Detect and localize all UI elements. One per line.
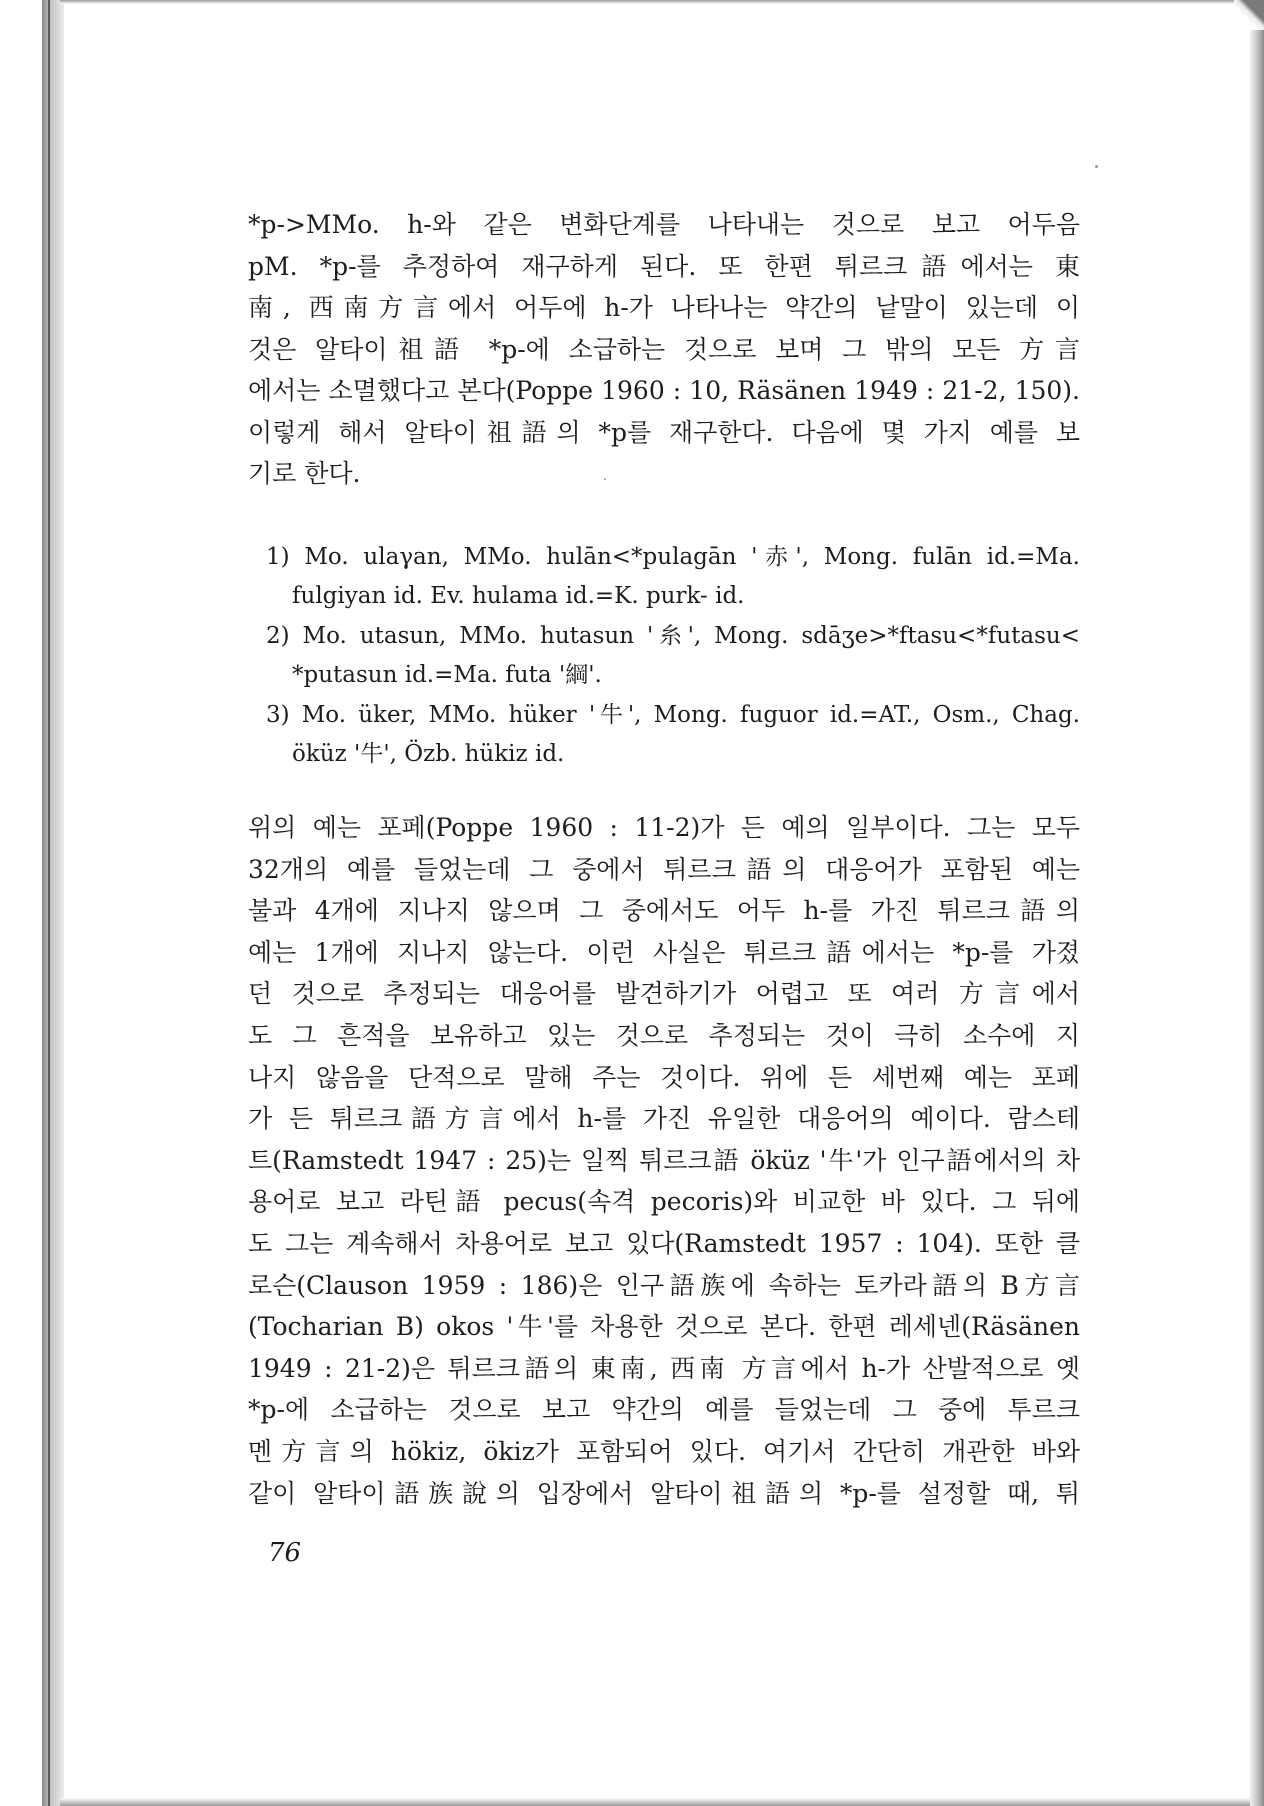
- page-edge-left: [42, 0, 64, 1806]
- text-line: 트(Ramstedt 1947 : 25)는 일찍 튀르크語 öküz '牛'가 인구語에서의 차: [248, 1145, 1080, 1175]
- text-line: 것은 알타이祖語 *p-에 소급하는 것으로 보며 그 밖의 모든 方言: [248, 334, 1080, 364]
- text-line: 1949 : 21-2)은 튀르크語의 東南, 西南 方言에서 h-가 산발적으로 옛: [248, 1353, 1080, 1383]
- text-line: 32개의 예를 들었는데 그 중에서 튀르크語의 대응어가 포함된 예는: [248, 854, 1080, 884]
- text-line: 예는 1개에 지나지 않는다. 이런 사실은 튀르크語에서는 *p-를 가졌: [248, 937, 1080, 967]
- text-line: (Tocharian B) okos '牛'를 차용한 것으로 본다. 한편 레세넨(Räsänen: [248, 1312, 1080, 1342]
- page-edge-bottom: [60, 1798, 1250, 1806]
- text-line: 용어로 보고 라틴語 pecus(속격 pecoris)와 비교한 바 있다. 그 뒤에: [248, 1187, 1080, 1217]
- text-line: 이렇게 해서 알타이祖語의 *p를 재구한다. 다음에 몇 가지 예를 보: [248, 417, 1080, 447]
- text-line: 에서는 소멸했다고 본다(Poppe 1960 : 10, Räsänen 1949 : 21-2, 150).: [248, 376, 1080, 405]
- text-line: 도 그는 계속해서 차용어로 보고 있다(Ramstedt 1957 : 104). 또한 클: [248, 1228, 1080, 1258]
- example-list: [266, 538, 1080, 773]
- example-item-2: 2) Mo. utasun, MMo. hutasun '糸', Mong. sdāʒe>*ftasu<*futasu<: [266, 623, 1080, 649]
- text-line: 나지 않음을 단적으로 말해 주는 것이다. 위에 든 세번째 예는 포페: [248, 1062, 1080, 1092]
- example-item-3-continued: öküz '牛', Özb. hükiz id.: [292, 740, 565, 767]
- text-line: 같이 알타이語族說의 입장에서 알타이祖語의 *p-를 설정할 때, 튀: [248, 1478, 1080, 1508]
- text-line: pM. *p-를 추정하여 재구하게 된다. 또 한편 튀르크語에서는 東: [248, 251, 1080, 281]
- text-line: 가 든 튀르크語方言에서 h-를 가진 유일한 대응어의 예이다. 람스테: [248, 1104, 1080, 1134]
- page-number: 76: [268, 1538, 302, 1568]
- example-item-1-continued: fulgiyan id. Ev. hulama id.=K. purk- id.: [292, 582, 745, 609]
- text-line: 위의 예는 포페(Poppe 1960 : 11-2)가 든 예의 일부이다. 그는 모두: [248, 813, 1080, 842]
- example-item-3: 3) Mo. üker, MMo. hüker '牛', Mong. fuguor id.=AT., Osm., Chag.: [266, 702, 1080, 728]
- page-edge-top: [60, 0, 1250, 4]
- text-line: 멘方言의 hökiz, ökiz가 포함되어 있다. 여기서 간단히 개관한 바와: [248, 1436, 1080, 1466]
- text-line: 도 그 흔적을 보유하고 있는 것으로 추정되는 것이 극히 소수에 지: [248, 1020, 1080, 1050]
- example-item-2-continued: *putasun id.=Ma. futa '綱'.: [292, 661, 602, 688]
- page-edge-right: [1250, 0, 1264, 1806]
- page-corner-fold: [1234, 0, 1264, 30]
- paragraph-discussion: [248, 807, 1080, 1514]
- text-line: *p-에 소급하는 것으로 보고 약간의 예를 들었는데 그 중에 투르크: [248, 1395, 1080, 1425]
- text-line: 南, 西南方言에서 어두에 h-가 나타나는 약간의 낱말이 있는데 이: [248, 293, 1080, 322]
- text-line: 불과 4개에 지나지 않으며 그 중에서도 어두 h-를 가진 튀르크語의: [248, 896, 1080, 926]
- example-item-1: 1) Mo. ulaγan, MMo. hulān<*pulagān '赤', Mong. fulān id.=Ma.: [266, 544, 1080, 570]
- scan-speck: [1095, 165, 1098, 168]
- text-line: 기로 한다.: [248, 459, 361, 488]
- text-line: 던 것으로 추정되는 대응어를 발견하기가 어렵고 또 여러 方言에서: [248, 979, 1080, 1009]
- text-line: 로슨(Clauson 1959 : 186)은 인구語族에 속하는 토카라語의 B方言: [248, 1270, 1080, 1300]
- paragraph-intro: [248, 204, 1080, 495]
- text-line: *p->MMo. h-와 같은 변화단계를 나타내는 것으로 보고 어두음: [248, 210, 1080, 239]
